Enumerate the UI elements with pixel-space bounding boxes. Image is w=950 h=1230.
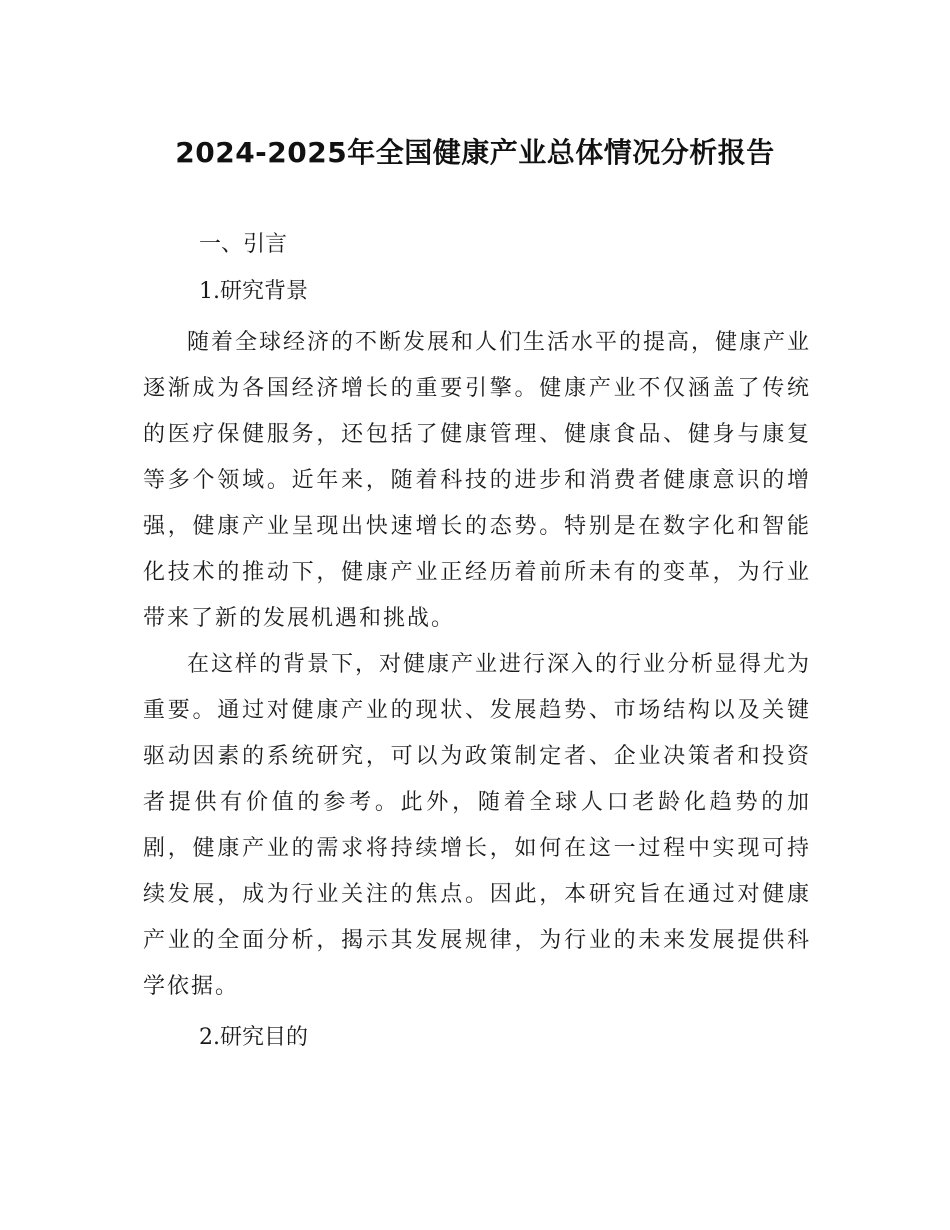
paragraph: 在这样的背景下，对健康产业进行深入的行业分析显得尤为重要。通过对健康产业的现状、发展趋势、市场结构以及关键驱动因素的系统研究，可以为政策制定者、企业决策者和投资者提供有价值的参考。此外，随着全球人口老龄化趋势的加剧，健康产业的需求将持续增长，如何在这一过程中实现可持续发展，成为行业关注的焦点。因此，本研究旨在通过对健康产业的全面分析，揭示其发展规律，为行业的未来发展提供科学依据。 [143, 652, 812, 999]
paragraph: 随着全球经济的不断发展和人们生活水平的提高，健康产业逐渐成为各国经济增长的重要引擎。健康产业不仅涵盖了传统的医疗保健服务，还包括了健康管理、健康食品、健身与康复等多个领域。近年来，随着科技的进步和消费者健康意识的增强，健康产业呈现出快速增长的态势。特别是在数字化和智能化技术的推动下，健康产业正经历着前所未有的变革，为行业带来了新的发展机遇和挑战。 [143, 330, 812, 631]
subsection-heading-research-purpose: 2.研究目的 [199, 1025, 308, 1050]
section-heading-introduction: 一、引言 [199, 232, 288, 257]
subsection-heading-research-background: 1.研究背景 [199, 279, 308, 304]
document-body [143, 228, 811, 1056]
document-title: 2024-2025年全国健康产业总体情况分析报告 [175, 135, 775, 169]
